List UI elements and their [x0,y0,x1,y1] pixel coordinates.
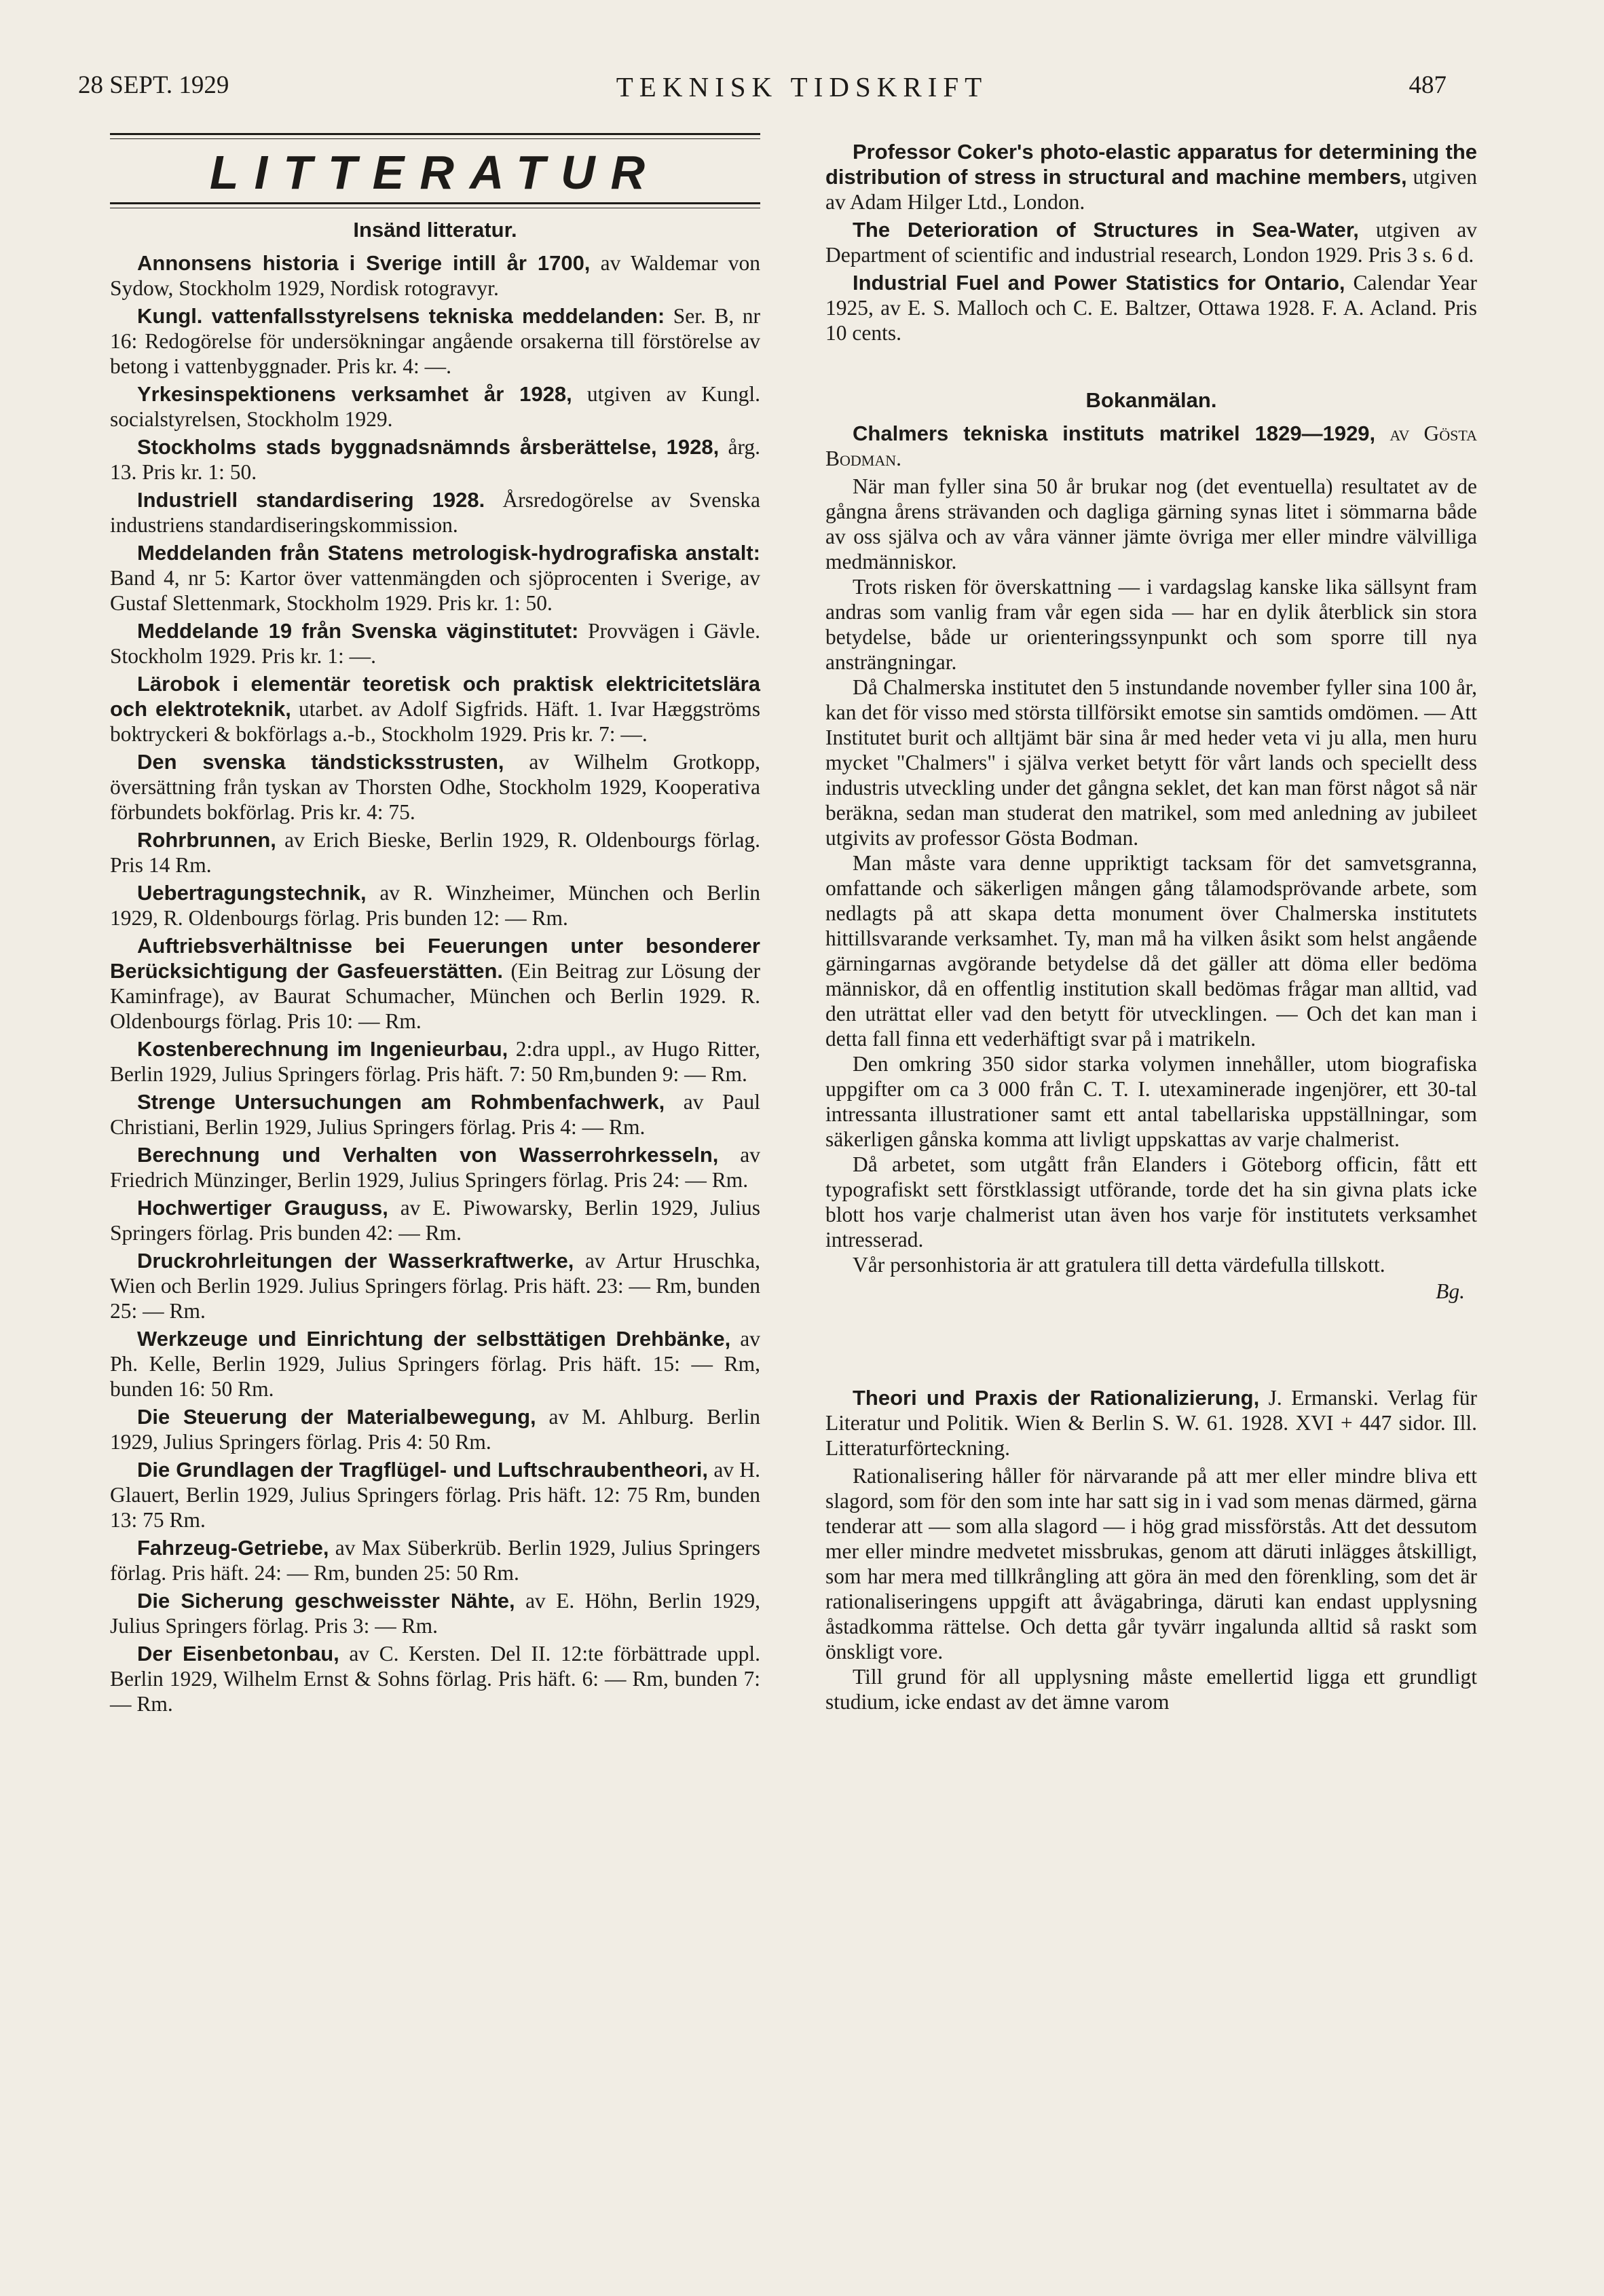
literature-entry [110,540,760,616]
entry-title: Kungl. vattenfallsstyrelsens tekniska meddelanden: [137,304,665,328]
entry-details: utarbet. av Adolf Sigfrids. Häft. 1. Ivar Hæggströms boktryckeri & bokförlags a.-b., Stockholm 1929. Pris kr. 7: —. [110,697,760,746]
literature-entry [110,1457,760,1532]
entry-details: Årsredogörelse av Svenska industriens standardiseringskommission. [110,488,760,537]
entry-title: Strenge Untersuchungen am Rohmbenfachwerk, [137,1090,665,1114]
literature-entry [110,827,760,878]
left-subheading: Insänd litteratur. [353,218,517,242]
section-bottom-rule [110,202,760,208]
entry-title: Meddelanden från Statens metrologisk-hydrografiska anstalt: [137,541,760,565]
entry-details: av Paul Christiani, Berlin 1929, Julius Springers förlag. Pris 4: — Rm. [110,1090,760,1139]
entry-title: Die Steuerung der Materialbewegung, [137,1405,536,1429]
entry-title: Yrkesinspektionens verksamhet år 1928, [137,382,572,406]
entry-title: Druckrohrleitungen der Wasserkraftwerke, [137,1249,574,1273]
header-page-number: 487 [1409,71,1447,99]
literature-entry [110,880,760,930]
literature-entry [110,381,760,432]
review-paragraph: Vår personhistoria är att gratulera till detta värdefulla tillskott. [853,1253,1385,1277]
entry-details: utgiven av Adam Hilger Ltd., London. [825,165,1477,214]
literature-entry [110,1089,760,1140]
review1-byline: av Gösta Bodman. [825,421,1477,470]
entry-details: utgiven av Kungl. socialstyrelsen, Stockholm 1929. [110,382,761,431]
review1-title: Chalmers tekniska instituts matrikel 1829—1929, [853,421,1376,445]
literature-entry [110,618,760,669]
literature-entry [110,487,760,538]
literature-entry [110,1195,760,1245]
left-column [110,217,760,1719]
entry-details: Ser. B, nr 16: Redogörelse för undersökningar angående orsakerna till förstörelse av betong i vattenbyggnader. Pris kr. 4: —. [110,304,760,378]
entry-details: årg. 13. Pris kr. 1: 50. [110,435,761,484]
entry-title: Berechnung und Verhalten von Wasserrohrkesseln, [137,1143,719,1167]
review2-title: Theori und Praxis der Rationalizierung, [853,1386,1260,1410]
literature-entry [110,1535,760,1585]
header-date: 28 SEPT. 1929 [78,71,229,99]
entry-details: av E. Höhn, Berlin 1929, Julius Springers förlag. Pris 3: — Rm. [110,1589,760,1638]
literature-entry [110,1641,760,1716]
left-entry-list [110,250,760,1716]
review-paragraph: Rationalisering håller för närvarande på att mer eller mindre bliva ett slagord, som för den som inte har satt sig in i vad som menas därmed, gärna tenderar att — som alla slagord — i hög grad missförstås. Att det dessutom mer eller mindre medvetet missbrukas, genom att däruti inlägges åtskilligt, som har mera med tillkrångling att göra än med den förenkling, som det är rationaliseringens uppgift att åvägabringa, däruti kan endast upplysning åstadkomma rättelse. Och detta går tyvärr ingalunda alltid så raskt som önskligt vore. [825,1464,1477,1663]
entry-title: Der Eisenbetonbau, [137,1642,339,1665]
entry-details: Band 4, nr 5: Kartor över vattenmängden och sjöprocenten i Sverige, av Gustaf Slettenmark, Stockholm 1929. Pris kr. 1: 50. [110,566,760,615]
entry-title: Fahrzeug-Getriebe, [137,1536,329,1560]
section-top-rule [110,133,760,139]
literature-entry [110,749,760,825]
literature-entry [825,139,1477,214]
literature-entry [110,1404,760,1454]
entry-details: av Waldemar von Sydow, Stockholm 1929, Nordisk rotogravyr. [110,251,760,300]
review1-signature: Bg. [1436,1279,1465,1303]
entry-details: av Wilhelm Grotkopp, översättning från tyskan av Thorsten Odhe, Stockholm 1929, Kooperativa förbundets bokförlag. Pris kr. 4: 75. [110,750,760,824]
header-journal-title: TEKNISK TIDSKRIFT [616,71,988,102]
literature-entry [825,270,1477,345]
entry-title: Industriell standardisering 1928. [137,488,485,512]
review-paragraph: Då arbetet, som utgått från Elanders i Göteborg officin, fått ett typografiskt sett förstklassigt utförande, torde det ha sin givna plats icke blott hos varje chalmerist utan även hos varje för institutets verksamhet intresserad. [825,1152,1477,1251]
entry-title: Uebertragungstechnik, [137,881,367,905]
literature-entry [110,1036,760,1087]
entry-details: av E. Piwowarsky, Berlin 1929, Julius Springers förlag. Pris bunden 42: — Rm. [110,1196,761,1245]
review-heading: Bokanmälan. [1085,388,1217,412]
literature-entry [110,1588,760,1638]
review2-byline: J. Ermanski. Verlag für Literatur und Politik. Wien & Berlin S. W. 61. 1928. XVI + 447 sidor. Ill. Litteraturförteckning. [825,1386,1477,1460]
entry-details: av Ph. Kelle, Berlin 1929, Julius Springers förlag. Pris häft. 15: — Rm, bunden 16: 50 Rm. [110,1327,760,1401]
review-paragraph: Till grund för all upplysning måste emellertid ligga ett grundligt studium, icke endast av det ämne varom [825,1665,1477,1714]
review-paragraph: När man fyller sina 50 år brukar nog (det eventuella) resultatet av de gångna årens strävanden och dagliga gärning synas litet i sömmarna både av oss själva och av våra vänner jämte övriga mer eller mindre välvilliga medmänniskor. [825,474,1477,573]
entry-details: av C. Kersten. Del II. 12:te förbättrade uppl. Berlin 1929, Wilhelm Ernst & Sohns förlag. Pris häft. 6: — Rm, bunden 7: — Rm. [110,1642,761,1716]
literature-entry [110,434,760,485]
section-title: LITTERATUR [209,146,661,199]
entry-details: av Max Süberkrüb. Berlin 1929, Julius Springers förlag. Pris häft. 24: — Rm, bunden 25: 50 Rm. [110,1536,760,1585]
entry-title: Hochwertiger Grauguss, [137,1196,388,1220]
review2-heading [825,1385,1477,1461]
entry-title: Die Grundlagen der Tragflügel- und Luftschraubentheori, [137,1458,708,1482]
literature-entry [110,1142,760,1192]
review-paragraph: Man måste vara denne uppriktigt tacksam för det samvetsgranna, omfattande och säkerligen mången gång tålamodsprövande arbete, som nedlagts på att skapa detta monument över Chalmerska institutets hittillsvarande verksamhet. Ty, man må ha vilken åsikt som helst angående gärningarnas avgörande betydelse då det gäller att döma eller bedöma människor, då en offentlig institution skall bedömas frågar man alltid, vad den uträttat eller vad den betytt för utvecklingen. — Och det kan man i detta fall finna ett vederhäftigt svar på i matrikeln. [825,851,1477,1051]
literature-entry [825,217,1477,267]
entry-details: Provvägen i Gävle. Stockholm 1929. Pris kr. 1: —. [110,619,761,668]
entry-details: (Ein Beitrag zur Lösung der Kaminfrage), av Baurat Schumacher, München och Berlin 1929. R. Oldenbourgs förlag. Pris 10: — Rm. [110,959,760,1033]
entry-title: Den svenska tändsticksstrusten, [137,750,504,774]
literature-entry [110,1326,760,1401]
entry-title: Professor Coker's photo-elastic apparatus for determining the distribution of stress in structural and machine members, [825,140,1477,189]
entry-title: Rohrbrunnen, [137,828,276,852]
literature-entry [110,671,760,747]
entry-title: Auftriebsverhältnisse bei Feuerungen unter besonderer Berücksichtigung der Gasfeuerstätten. [110,934,760,983]
entry-details: av Friedrich Münzinger, Berlin 1929, Julius Springers förlag. Pris 24: — Rm. [110,1143,761,1192]
entry-title: Die Sicherung geschweisster Nähte, [137,1589,515,1613]
review-paragraph: Den omkring 350 sidor starka volymen innehåller, utom biografiska uppgifter om ca 3 000 från C. T. I. utexaminerade ingenjörer, ett 30-tal intressanta illustrationer samt ett antal tabellariska uppställningar, som säkerligen gånska komma att livligt uppskattas av varje chalmerist. [825,1052,1477,1151]
entry-title: Lärobok i elementär teoretisk och praktisk elektricitetslära och elektroteknik, [110,672,760,721]
review2-body [825,1463,1477,1714]
right-column [825,139,1477,1714]
entry-details: av R. Winzheimer, München och Berlin 1929, R. Oldenbourgs förlag. Pris bunden 12: — Rm. [110,881,760,930]
literature-entry [110,303,760,379]
entry-details: av H. Glauert, Berlin 1929, Julius Springers förlag. Pris häft. 12: 75 Rm, bunden 13: 75 Rm. [110,1458,761,1532]
review1-body [825,474,1477,1277]
entry-title: Werkzeuge und Einrichtung der selbsttätigen Drehbänke, [137,1327,731,1351]
entry-details: av Erich Bieske, Berlin 1929, R. Oldenbourgs förlag. Pris 14 Rm. [110,828,761,877]
review1-heading [825,421,1477,471]
literature-entry [110,250,760,301]
entry-title: The Deterioration of Structures in Sea-Water, [853,218,1359,242]
entry-details: av Artur Hruschka, Wien och Berlin 1929. Julius Springers förlag. Pris häft. 23: — Rm, bunden 25: — Rm. [110,1249,761,1323]
entry-title: Meddelande 19 från Svenska väginstitutet: [137,619,579,643]
entry-title: Kostenberechnung im Ingenieurbau, [137,1037,508,1061]
right-entry-list [825,139,1477,345]
entry-title: Industrial Fuel and Power Statistics for Ontario, [853,271,1345,295]
entry-title: Stockholms stads byggnadsnämnds årsberättelse, 1928, [137,435,720,459]
entry-details: Calendar Year 1925, av E. S. Malloch och C. E. Baltzer, Ottawa 1928. F. A. Acland. Pris 10 cents. [825,271,1477,345]
review-paragraph: Då Chalmerska institutet den 5 instundande november fyller sina 100 år, kan det för visso med största tillförsikt emotse sin samtids omdömen. — Att Institutet burit och alltjämt bär sina år med heder veta vi ju alla, men huru mycket "Chalmers" i själva verket betytt för vårt lands och speciellt dess industris utveckling under det gångna seklet, det kan man först något så när beräkna, sedan man studerat den matrikel, som med anledning av jubileet utgivits av professor Gösta Bodman. [825,675,1477,850]
review-paragraph: Trots risken för överskattning — i vardagslag kanske lika sällsynt fram andras som vanlig fram vår egen sida — har en dylik återblick sin stora betydelse, både ur orienteringssynpunkt och som sporre till nya ansträngningar. [825,575,1477,674]
literature-entry [110,1248,760,1323]
entry-title: Annonsens historia i Sverige intill år 1700, [137,251,591,275]
entry-details: 2:dra uppl., av Hugo Ritter, Berlin 1929, Julius Springers förlag. Pris häft. 7: 50 Rm,bunden 9: — Rm. [110,1037,761,1086]
literature-entry [110,933,760,1034]
entry-details: av M. Ahlburg. Berlin 1929, Julius Springers förlag. Pris 4: 50 Rm. [110,1405,760,1454]
entry-details: utgiven av Department of scientific and industrial research, London 1929. Pris 3 s. 6 d. [825,218,1478,267]
